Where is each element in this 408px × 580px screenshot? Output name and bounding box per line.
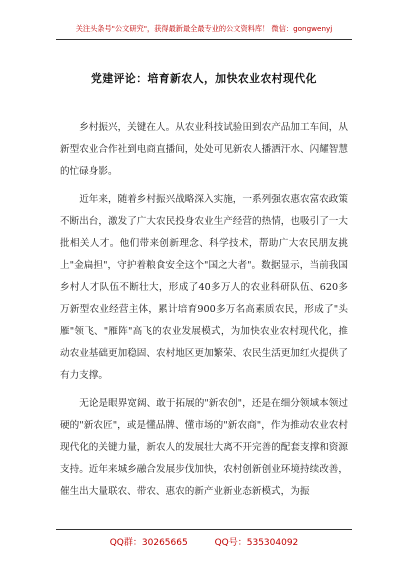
paragraph: 无论是眼界宽阔、敢于拓展的"新农创"，还是在细分领域本领过硬的"新农匠"，或是懂品牌、懂市场的"新农商"，作为推动农业农村现代化的关键力量，新农人的发展壮大离不开完善的配套支撑和资源支持。近年来城乡融合发展步伐加快，农村创新创业环境持续改善，催生出大量联农、带农、惠农的新产业新业态新模式，为振 (60, 398, 348, 497)
footer-banner (0, 535, 408, 548)
paragraph: 近年来，随着乡村振兴战略深入实施，一系列强农惠农富农政策不断出台，激发了广大农民投身农业生产经营的热情，也吸引了一大批相关人才。他们带来创新理念、科学技术，帮助广大农民朋友挑上"金扁担"，守护着粮食安全这个"国之大者"。数据显示，当前我国乡村人才队伍不断壮大，形成了40多万人的农业科研队伍、620多万新型农业经营主体，累计培育900多万名高素质农民，形成了"头雁"领飞、"雁阵"高飞的农业发展模式，为加快农业农村现代化，推动农业基础更加稳固、农村地区更加繁荣、农民生活更加红火提供了有力支撑。 (60, 194, 348, 381)
header-divider (56, 39, 352, 40)
footer-qq-number: QQ号：535304092 (214, 538, 299, 548)
footer-divider (56, 529, 352, 530)
paragraph: 乡村振兴，关键在人。从农业科技试验田到农产品加工车间，从新型农业合作社到电商直播间，处处可见新农人播洒汗水、闪耀智慧的忙碌身影。 (60, 122, 348, 177)
header-banner: 关注头条号"公文研究"，获得最新最全最专业的公文资料库！ 微信：gongwenyj (75, 24, 333, 33)
document-body (60, 117, 348, 509)
footer-qq-group: QQ群：30265665 (109, 538, 188, 548)
document-title: 党建评论：培育新农人，加快农业农村现代化 (91, 72, 317, 85)
